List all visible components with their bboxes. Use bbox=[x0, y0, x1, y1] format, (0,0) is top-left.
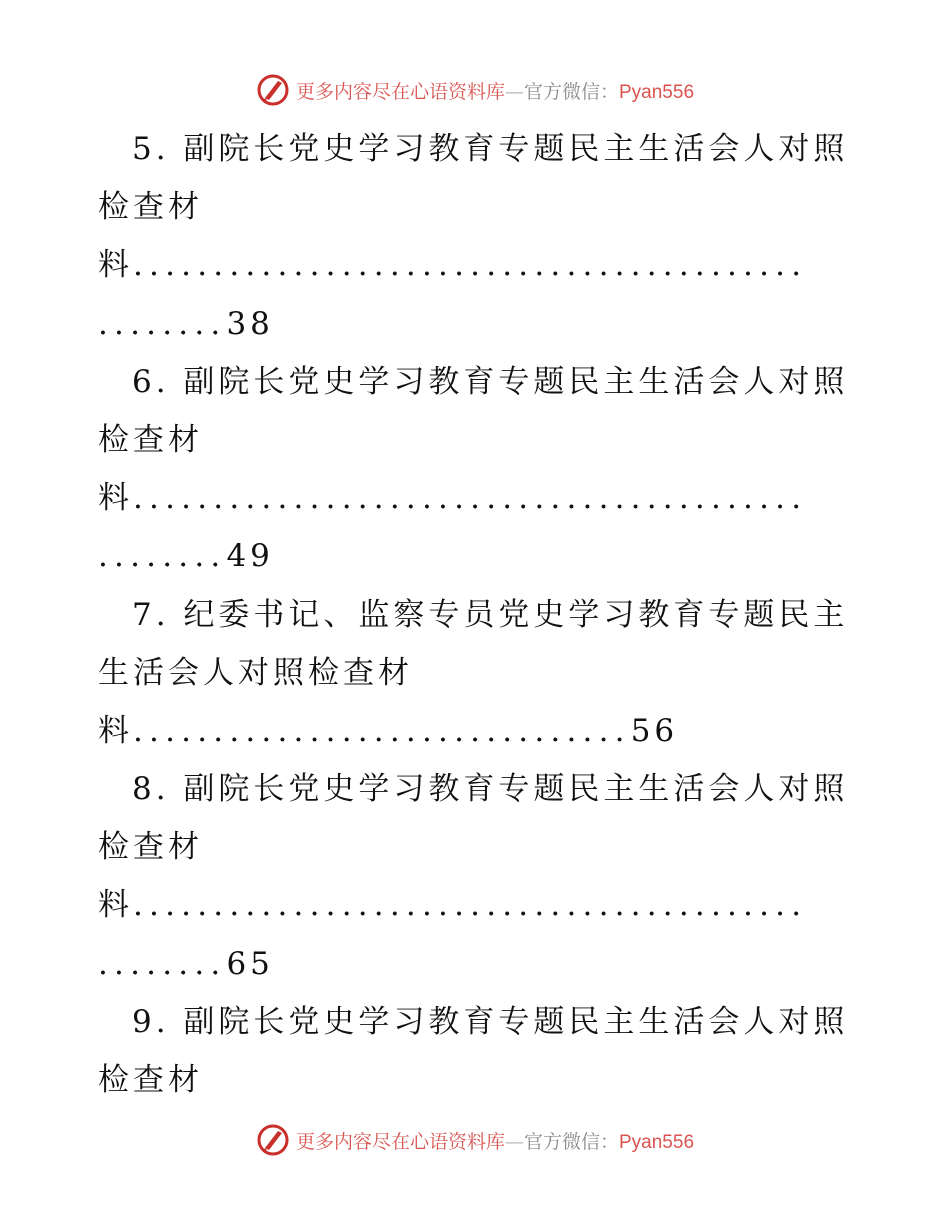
toc-entry-8-title-line2: 检查材 bbox=[98, 829, 203, 866]
toc-entry-title: 副院长党史学习教育专题民主生活会人对照 bbox=[183, 771, 849, 808]
toc-entry-number: 9. bbox=[132, 1003, 170, 1040]
toc-entry-title: 副院长党史学习教育专题民主生活会人对照 bbox=[183, 131, 849, 167]
watermark-text: 更多内容尽在心语资料库—官方微信：Pyan556 bbox=[295, 1130, 695, 1153]
quill-logo-icon bbox=[256, 1123, 290, 1157]
toc-entry-9-title-line2: 检查材 bbox=[98, 1062, 203, 1098]
toc-entry-8-leader: 料.......................................... bbox=[98, 887, 808, 924]
toc-entry-title: 副院长党史学习教育专题民主生活会人对照 bbox=[183, 363, 849, 400]
toc-entry-7-title-line1[interactable] bbox=[98, 586, 849, 644]
toc-entry-6-title-line2: 检查材 bbox=[98, 421, 203, 458]
quill-logo-icon bbox=[256, 73, 290, 107]
toc-entry-5-page-line: ........38 bbox=[98, 305, 274, 342]
toc-entry-8-page-line: ........65 bbox=[98, 945, 274, 982]
toc-page-number: 49 bbox=[226, 538, 274, 575]
toc-entry-title: 副院长党史学习教育专题民主生活会人对照 bbox=[183, 1003, 849, 1040]
toc-entry-5-title-line2: 检查材 bbox=[98, 189, 203, 226]
toc-entry-title: 纪委书记、监察专员党史学习教育专题民主 bbox=[183, 596, 849, 633]
watermark-text: 更多内容尽在心语资料库—官方微信：Pyan556 bbox=[295, 80, 695, 103]
toc-entry-7-leader: 料...............................56 bbox=[98, 712, 679, 749]
toc-entry-6-page-line: ........49 bbox=[98, 538, 274, 575]
toc-entry-6-title-line1[interactable] bbox=[98, 353, 849, 411]
toc-entry-8-title-line1[interactable] bbox=[98, 760, 849, 818]
footer-watermark bbox=[0, 1120, 950, 1160]
toc-entry-number: 8. bbox=[132, 771, 170, 808]
toc-page-number: 38 bbox=[226, 305, 274, 342]
toc-entry-5-title-line1[interactable] bbox=[98, 120, 849, 178]
toc-entry-number: 7. bbox=[132, 596, 170, 633]
table-of-contents bbox=[98, 120, 849, 1109]
toc-entry-6-leader: 料.......................................... bbox=[98, 480, 808, 517]
toc-page-number: 56 bbox=[630, 712, 679, 749]
toc-entry-number: 5. bbox=[132, 131, 170, 167]
toc-entry-9-title-line1[interactable] bbox=[98, 993, 849, 1051]
header-watermark bbox=[0, 70, 950, 110]
toc-entry-5-leader: 料.......................................... bbox=[98, 247, 808, 284]
toc-entry-number: 6. bbox=[132, 363, 170, 400]
toc-page-number: 65 bbox=[226, 945, 274, 982]
toc-entry-7-title-line2: 生活会人对照检查材 bbox=[98, 654, 413, 691]
